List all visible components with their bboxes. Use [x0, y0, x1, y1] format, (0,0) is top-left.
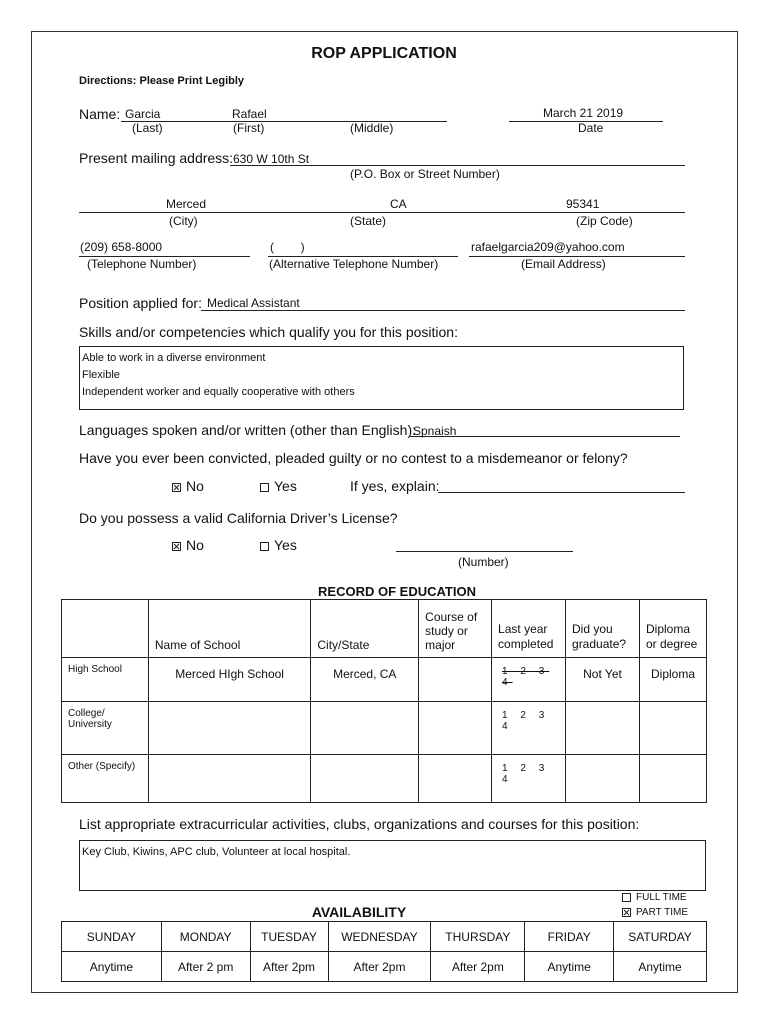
header-blank	[62, 600, 149, 658]
availability-heading: AVAILABILITY	[311, 904, 407, 920]
zip-field[interactable]: 95341	[566, 197, 600, 211]
time-monday[interactable]: After 2 pm	[161, 952, 250, 982]
license-no-option[interactable]: No	[172, 537, 204, 553]
college-diploma[interactable]	[639, 702, 706, 755]
header-course: Course of study or major	[419, 600, 492, 658]
phone-caption: (Telephone Number)	[87, 257, 197, 271]
date-field[interactable]: March 21 2019	[543, 106, 624, 120]
position-field[interactable]: Medical Assistant	[207, 296, 300, 310]
skills-line-3: Independent worker and equally cooperative with others	[82, 386, 355, 398]
address-label: Present mailing address:	[79, 150, 234, 166]
middle-caption: (Middle)	[350, 121, 394, 135]
time-sunday[interactable]: Anytime	[62, 952, 162, 982]
high-school-name[interactable]: Merced HIgh School	[148, 658, 311, 702]
skills-box[interactable]	[79, 346, 684, 410]
day-tuesday: TUESDAY	[250, 922, 328, 952]
other-diploma[interactable]	[639, 755, 706, 803]
part-time-option[interactable]: PART TIME	[622, 907, 688, 918]
conviction-question: Have you ever been convicted, pleaded guilty or no contest to a misdemeanor or felony?	[79, 450, 628, 466]
name-line	[121, 121, 447, 122]
extracurricular-box[interactable]: Key Club, Kiwins, APC club, Volunteer at local hospital.	[79, 840, 706, 891]
table-row	[62, 755, 707, 803]
alt-phone-field[interactable]: ( )	[270, 240, 305, 254]
college-name[interactable]	[148, 702, 311, 755]
time-thursday[interactable]: After 2pm	[431, 952, 525, 982]
state-caption: (State)	[350, 214, 387, 228]
other-city[interactable]	[311, 755, 419, 803]
times-row	[62, 952, 707, 982]
full-time-checkbox[interactable]	[622, 893, 631, 902]
license-yes-checkbox[interactable]	[260, 542, 269, 551]
high-school-years[interactable]: 1 2 3 4	[492, 658, 566, 702]
day-friday: FRIDAY	[525, 922, 614, 952]
name-label: Name:	[79, 106, 121, 122]
email-caption: (Email Address)	[521, 257, 606, 271]
education-header-row	[62, 600, 707, 658]
other-years[interactable]: 1 2 3 4	[492, 755, 566, 803]
license-question: Do you possess a valid California Driver’s License?	[79, 510, 398, 526]
day-monday: MONDAY	[161, 922, 250, 952]
college-years[interactable]: 1 2 3 4	[492, 702, 566, 755]
extracurricular-label: List appropriate extracurricular activities, clubs, organizations and courses for this position:	[79, 816, 640, 832]
row-label-other: Other (Specify)	[62, 755, 149, 803]
other-course[interactable]	[419, 755, 492, 803]
form-title: ROP APPLICATION	[311, 45, 457, 62]
high-school-course[interactable]	[419, 658, 492, 702]
date-caption: Date	[578, 121, 604, 135]
conviction-no-option[interactable]: No	[172, 478, 204, 494]
phone-field[interactable]: (209) 658-8000	[80, 240, 163, 254]
high-school-graduated[interactable]: Not Yet	[566, 658, 640, 702]
explain-line[interactable]	[438, 492, 685, 493]
high-school-city[interactable]: Merced, CA	[311, 658, 419, 702]
last-caption: (Last)	[132, 121, 163, 135]
education-heading: RECORD OF EDUCATION	[318, 584, 476, 599]
license-number-line[interactable]	[396, 551, 573, 552]
college-city[interactable]	[311, 702, 419, 755]
explain-label: If yes, explain:	[350, 478, 440, 494]
days-row	[62, 922, 707, 952]
alt-phone-caption: (Alternative Telephone Number)	[269, 257, 439, 271]
conviction-no-checkbox[interactable]	[172, 483, 181, 492]
first-caption: (First)	[233, 121, 265, 135]
directions: Directions: Please Print Legibly	[79, 75, 245, 87]
languages-label: Languages spoken and/or written (other than English):	[79, 422, 416, 438]
email-field[interactable]: rafaelgarcia209@yahoo.com	[471, 240, 625, 254]
conviction-yes-checkbox[interactable]	[260, 483, 269, 492]
skills-line-2: Flexible	[82, 369, 120, 381]
day-wednesday: WEDNESDAY	[328, 922, 431, 952]
time-saturday[interactable]: Anytime	[614, 952, 707, 982]
conviction-yes-option[interactable]: Yes	[260, 478, 297, 494]
state-field[interactable]: CA	[390, 197, 407, 211]
availability-table	[61, 921, 707, 982]
license-number-caption: (Number)	[458, 555, 509, 569]
city-field[interactable]: Merced	[166, 197, 207, 211]
skills-label: Skills and/or competencies which qualify you for this position:	[79, 324, 458, 340]
time-wednesday[interactable]: After 2pm	[328, 952, 431, 982]
license-yes-option[interactable]: Yes	[260, 537, 297, 553]
license-no-checkbox[interactable]	[172, 542, 181, 551]
header-graduate: Did you graduate?	[566, 600, 640, 658]
last-name-field[interactable]: Garcia	[125, 107, 161, 121]
row-label-college: College/ University	[62, 702, 149, 755]
table-row	[62, 702, 707, 755]
languages-field[interactable]: Spnaish	[413, 424, 457, 438]
skills-line-1: Able to work in a diverse environment	[82, 352, 266, 364]
city-state-zip-line	[79, 212, 685, 213]
row-label-high-school: High School	[62, 658, 149, 702]
table-row	[62, 658, 707, 702]
part-time-checkbox[interactable]	[622, 908, 631, 917]
college-graduated[interactable]	[566, 702, 640, 755]
other-name[interactable]	[148, 755, 311, 803]
zip-caption: (Zip Code)	[576, 214, 633, 228]
first-name-field[interactable]: Rafael	[232, 107, 267, 121]
position-label: Position applied for:	[79, 295, 202, 311]
city-caption: (City)	[169, 214, 198, 228]
street-caption: (P.O. Box or Street Number)	[350, 167, 500, 181]
high-school-diploma[interactable]: Diploma	[639, 658, 706, 702]
education-table	[61, 599, 707, 803]
full-time-option[interactable]: FULL TIME	[622, 892, 687, 903]
day-thursday: THURSDAY	[431, 922, 525, 952]
header-city: City/State	[311, 600, 419, 658]
header-diploma: Diploma or degree	[639, 600, 706, 658]
other-graduated[interactable]	[566, 755, 640, 803]
header-school: Name of School	[148, 600, 311, 658]
day-saturday: SATURDAY	[614, 922, 707, 952]
position-line	[201, 310, 685, 311]
day-sunday: SUNDAY	[62, 922, 162, 952]
street-field[interactable]: 630 W 10th St	[233, 152, 310, 166]
college-course[interactable]	[419, 702, 492, 755]
time-friday[interactable]: Anytime	[525, 952, 614, 982]
time-tuesday[interactable]: After 2pm	[250, 952, 328, 982]
header-last-year: Last year completed	[492, 600, 566, 658]
